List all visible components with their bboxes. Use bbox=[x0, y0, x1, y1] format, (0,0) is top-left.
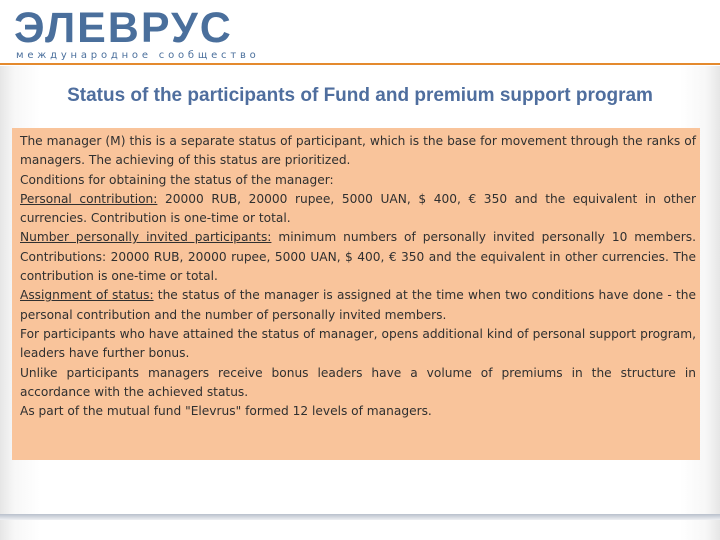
logo-wordmark: ЭЛЕВРУС bbox=[14, 4, 233, 52]
paragraph-text: the status of the manager is assigned at the time when two conditions have done - the personal contribution and the number of personally invited members. bbox=[20, 288, 697, 322]
paragraph-label: Number personally invited participants: bbox=[20, 230, 272, 245]
paragraph bbox=[20, 364, 696, 403]
paragraph-text: Unlike participants managers receive bonus leaders have a volume of premiums in the structure in accordance with the achieved status. bbox=[20, 365, 696, 399]
paragraph bbox=[20, 171, 696, 190]
paragraph-label: Assignment of status: bbox=[20, 288, 154, 303]
paragraph bbox=[20, 402, 696, 421]
paragraph bbox=[20, 286, 696, 325]
footer-divider bbox=[0, 514, 720, 520]
paragraph bbox=[20, 190, 696, 229]
paragraph-text: For participants who have attained the status of manager, opens additional kind of personal support program, leaders have further bonus. bbox=[20, 326, 696, 361]
paragraph bbox=[20, 228, 696, 286]
paragraph-text: Conditions for obtaining the status of the manager: bbox=[20, 172, 334, 187]
header-divider bbox=[0, 63, 720, 65]
slide-title: Status of the participants of Fund and premium support program bbox=[67, 85, 653, 106]
logo-subtitle: международное сообщество bbox=[16, 50, 260, 61]
logo bbox=[14, 6, 260, 61]
paragraph bbox=[20, 325, 696, 364]
paragraph-label: Personal contribution: bbox=[20, 191, 158, 206]
paragraph bbox=[20, 132, 696, 171]
content-text bbox=[20, 132, 696, 421]
paragraph-text: As part of the mutual fund "Elevrus" formed 12 levels of managers. bbox=[20, 404, 432, 419]
paragraph-text: The manager (M) this is a separate status of participant, which is the base for movement through the ranks of managers. The achieving of this status are prioritized. bbox=[20, 134, 696, 168]
paragraph-text: 20000 RUB, 20000 rupee, 5000 UAN, $ 400, € 350 and the equivalent in other currencies. Contribution is one-time or total. bbox=[20, 191, 696, 226]
paragraph-text: minimum numbers of personally invited personally 10 members. Contributions: 20000 RUB, 20000 rupee, 5000 UAN, $ 400, € 350 and the equivalent in other currencies. The contribution is one-time or total. bbox=[20, 230, 696, 284]
